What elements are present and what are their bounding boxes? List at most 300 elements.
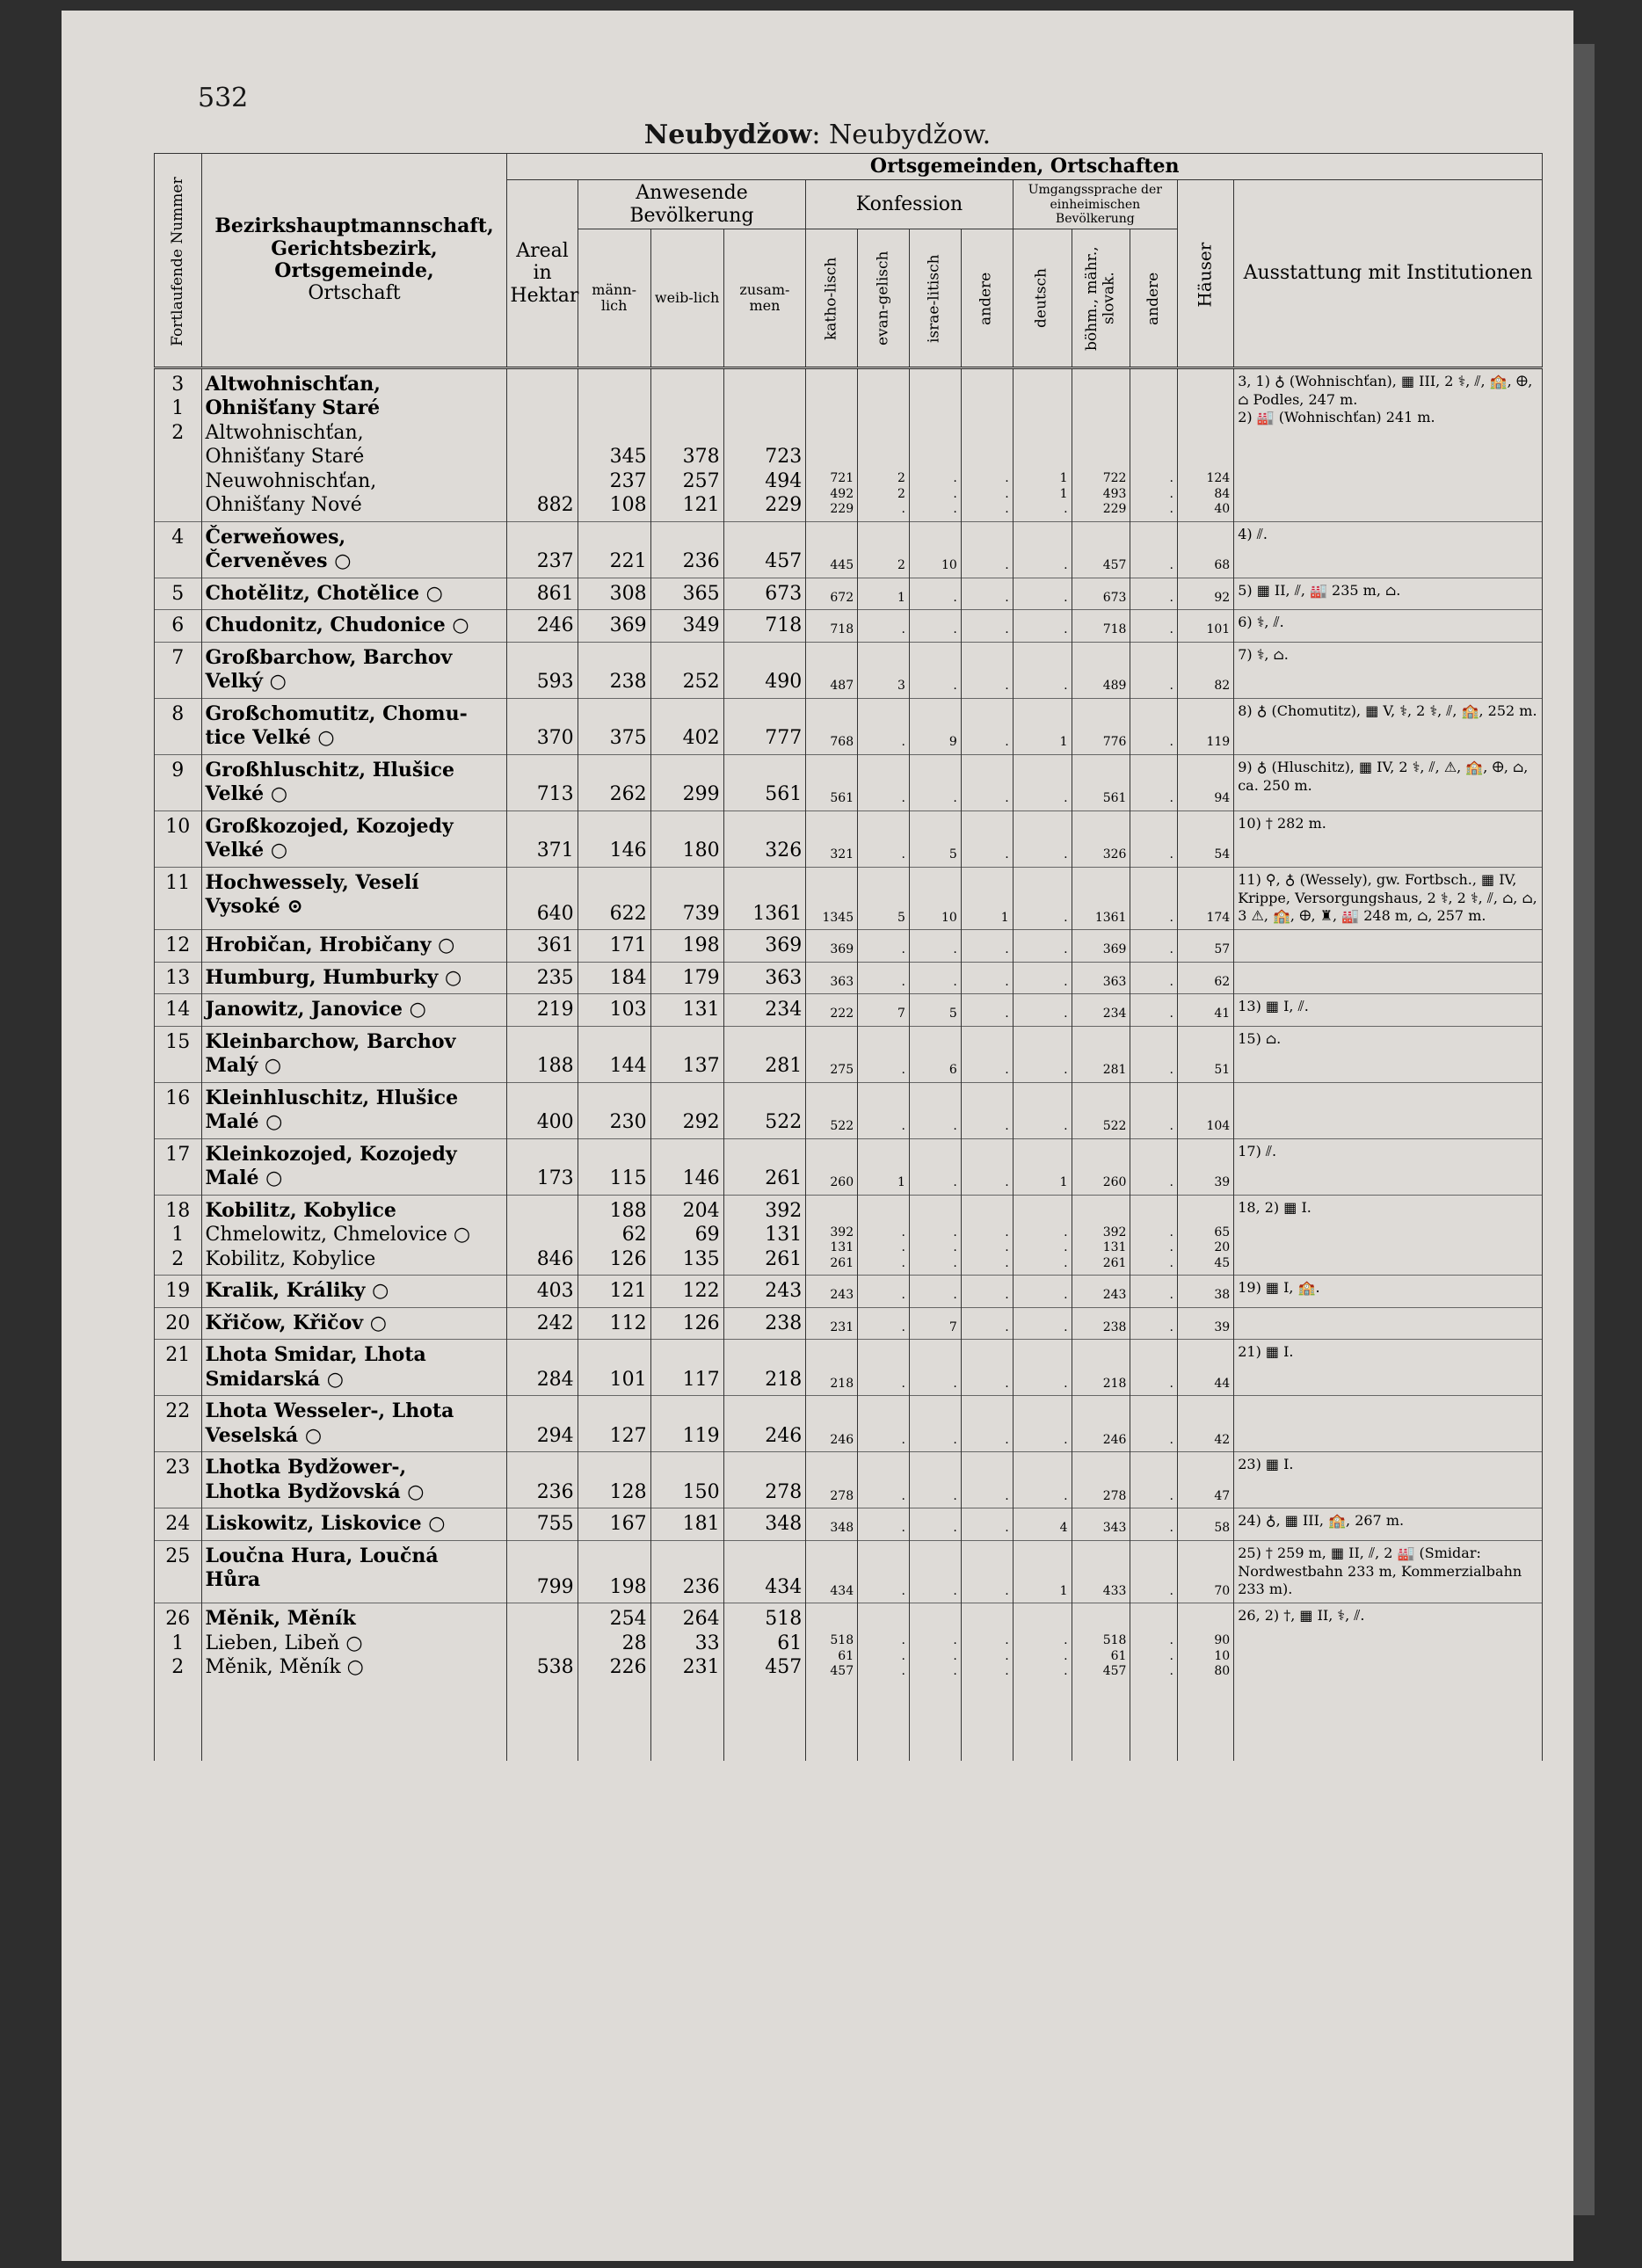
facilities-cell xyxy=(1234,521,1543,578)
other-language-cell-value: . xyxy=(1169,1288,1173,1303)
facilities-cell xyxy=(1234,1508,1543,1541)
nr-cell-value: 2 xyxy=(171,421,185,444)
houses-cell xyxy=(1177,1276,1233,1308)
name-cell xyxy=(201,642,507,698)
nr-cell-value: 1 xyxy=(171,1632,185,1654)
col-nr-header: Fortlaufende Nummer xyxy=(155,154,202,368)
evangelical-cell-value: . xyxy=(901,502,905,517)
areal-cell-value: 188 xyxy=(536,1055,574,1078)
israelite-cell-value: 9 xyxy=(948,735,957,750)
name-cell xyxy=(201,367,507,521)
bohemian-cell xyxy=(1072,521,1130,578)
areal-cell-value: 861 xyxy=(536,582,574,605)
german-cell xyxy=(1013,367,1072,521)
bohemian-cell xyxy=(1072,367,1130,521)
female-cell-value: 204 xyxy=(682,1199,720,1222)
other-religion-cell xyxy=(961,1508,1013,1541)
nr-cell xyxy=(155,1138,202,1195)
total-cell xyxy=(723,698,806,754)
evangelical-cell-value: 7 xyxy=(897,1007,905,1021)
female-cell-value: 236 xyxy=(682,1575,720,1598)
male-cell-value: 188 xyxy=(609,1199,647,1222)
facilities-cell xyxy=(1234,1603,1543,1683)
bohemian-cell-value: 489 xyxy=(1102,679,1127,694)
israelite-cell-value: . xyxy=(953,791,957,806)
male-cell xyxy=(578,1340,650,1396)
catholic-cell xyxy=(806,521,858,578)
german-cell xyxy=(1013,867,1072,929)
evangelical-cell xyxy=(858,1276,910,1308)
female-cell xyxy=(650,1340,723,1396)
bohemian-cell-value: 522 xyxy=(1102,1119,1127,1134)
male-cell-value: 62 xyxy=(621,1224,647,1247)
evangelical-cell-value: . xyxy=(901,622,905,637)
female-cell xyxy=(650,698,723,754)
houses-cell xyxy=(1177,994,1233,1027)
houses-cell-value: 68 xyxy=(1214,558,1231,573)
areal-cell-value: 370 xyxy=(536,727,574,750)
facilities-cell xyxy=(1234,994,1543,1027)
areal-cell-value: 403 xyxy=(536,1280,574,1303)
evangelical-cell xyxy=(858,962,910,994)
total-cell-value: 718 xyxy=(765,614,803,637)
nr-cell xyxy=(155,930,202,963)
male-cell xyxy=(578,754,650,811)
catholic-cell-value: 246 xyxy=(830,1432,854,1447)
bohemian-cell-value: 218 xyxy=(1102,1376,1127,1391)
evangelical-cell-value: 2 xyxy=(897,558,905,573)
bohemian-cell xyxy=(1072,994,1130,1027)
other-language-cell xyxy=(1130,1340,1178,1396)
table-row xyxy=(155,1396,1543,1452)
nr-cell xyxy=(155,1396,202,1452)
table-row xyxy=(155,1603,1543,1683)
facilities-cell xyxy=(1234,610,1543,643)
name-cell-value: Vysoké ⊙ xyxy=(205,895,303,919)
facilities-cell-value: 21) ▦ I. xyxy=(1238,1343,1294,1361)
houses-cell-value: 70 xyxy=(1214,1583,1231,1598)
evangelical-cell xyxy=(858,578,910,610)
male-cell-value: 375 xyxy=(609,727,647,750)
israelite-cell-value: . xyxy=(953,974,957,989)
name-cell-value: Veselská ○ xyxy=(205,1423,323,1447)
houses-cell-value: 20 xyxy=(1214,1240,1231,1255)
female-cell xyxy=(650,367,723,521)
israelite-cell-value: . xyxy=(953,1240,957,1255)
other-religion-cell xyxy=(961,521,1013,578)
israelite-cell-value: . xyxy=(953,1521,957,1536)
catholic-cell-value: 457 xyxy=(830,1664,854,1679)
total-cell xyxy=(723,994,806,1027)
bohemian-cell xyxy=(1072,1452,1130,1508)
col-areal-header: Areal in Hektar xyxy=(507,180,578,368)
empty-cell xyxy=(1177,1683,1233,1761)
umg-header: Umgangssprache der einheimischen Bevölkerung xyxy=(1013,180,1177,229)
israelite-cell xyxy=(909,930,961,963)
other-language-cell xyxy=(1130,367,1178,521)
german-cell xyxy=(1013,962,1072,994)
male-cell xyxy=(578,367,650,521)
german-cell xyxy=(1013,1195,1072,1276)
other-religion-cell-value: . xyxy=(1005,1319,1009,1334)
other-language-cell-value: . xyxy=(1169,486,1173,501)
name-cell-value: Altwohnischťan, xyxy=(205,372,381,396)
male-cell xyxy=(578,930,650,963)
israelite-cell xyxy=(909,1082,961,1138)
german-cell xyxy=(1013,698,1072,754)
german-cell-value: . xyxy=(1064,558,1068,573)
other-religion-cell xyxy=(961,578,1013,610)
catholic-cell-value: 348 xyxy=(830,1521,854,1536)
other-language-cell-value: . xyxy=(1169,1488,1173,1503)
areal-cell-value: 236 xyxy=(536,1480,574,1503)
israelite-cell xyxy=(909,1452,961,1508)
nr-cell xyxy=(155,1603,202,1683)
total-cell-value: 363 xyxy=(765,966,803,989)
other-religion-cell xyxy=(961,754,1013,811)
facilities-cell-value: 5) ▦ II, ⫽, 🏭 235 m, ⌂. xyxy=(1238,581,1401,599)
other-language-cell xyxy=(1130,1026,1178,1082)
name-cell-value: Lhotka Bydžower-, xyxy=(205,1456,407,1479)
other-language-cell-value: . xyxy=(1169,558,1173,573)
other-language-cell-value: . xyxy=(1169,1255,1173,1270)
bohemian-cell-value: 776 xyxy=(1102,735,1127,750)
table-row xyxy=(155,642,1543,698)
facilities-cell xyxy=(1234,642,1543,698)
nr-cell-value: 6 xyxy=(171,614,185,637)
male-cell xyxy=(578,1452,650,1508)
table-row xyxy=(155,1307,1543,1340)
facilities-cell-value: 23) ▦ I. xyxy=(1238,1456,1294,1473)
evangelical-cell xyxy=(858,521,910,578)
total-cell-value: 673 xyxy=(765,582,803,605)
male-cell-value: 226 xyxy=(609,1656,647,1679)
areal-cell-value: 846 xyxy=(536,1247,574,1270)
other-religion-cell xyxy=(961,642,1013,698)
other-religion-cell xyxy=(961,1307,1013,1340)
name-cell-value: tice Velké ○ xyxy=(205,726,335,750)
total-cell-value: 457 xyxy=(765,550,803,573)
bohemian-cell-value: 433 xyxy=(1102,1583,1127,1598)
female-cell xyxy=(650,1396,723,1452)
nr-cell-value: 3 xyxy=(171,373,185,396)
name-cell xyxy=(201,962,507,994)
facilities-cell xyxy=(1234,1082,1543,1138)
name-cell xyxy=(201,1082,507,1138)
facilities-cell-value: 9) ♁ (Hluschitz), ▦ IV, 2 ⚕, ⫽, ⚠, 🏫, 🜨, ⌂, ca. 250 m. xyxy=(1238,758,1529,794)
catholic-cell xyxy=(806,1026,858,1082)
total-cell xyxy=(723,578,806,610)
other-language-cell xyxy=(1130,754,1178,811)
evangelical-cell-value: . xyxy=(901,735,905,750)
areal-cell-value: 219 xyxy=(536,999,574,1021)
nr-cell-value: 11 xyxy=(165,871,191,894)
german-cell-value: . xyxy=(1064,942,1068,957)
catholic-cell-value: 229 xyxy=(830,502,854,517)
german-cell xyxy=(1013,1138,1072,1195)
areal-cell xyxy=(507,1138,578,1195)
areal-cell xyxy=(507,642,578,698)
german-cell-value: . xyxy=(1064,1240,1068,1255)
other-language-cell-value: . xyxy=(1169,735,1173,750)
male-cell-value: 126 xyxy=(609,1247,647,1270)
bohemian-cell xyxy=(1072,642,1130,698)
male-cell-value: 103 xyxy=(609,999,647,1021)
female-cell-value: 181 xyxy=(682,1513,720,1536)
houses-cell-value: 84 xyxy=(1214,486,1231,501)
houses-cell xyxy=(1177,1195,1233,1276)
areal-cell xyxy=(507,1396,578,1452)
houses-cell-value: 51 xyxy=(1214,1063,1231,1078)
other-religion-cell xyxy=(961,867,1013,929)
facilities-cell xyxy=(1234,930,1543,963)
bohemian-cell-value: 457 xyxy=(1102,1664,1127,1679)
bohemian-cell-value: 246 xyxy=(1102,1432,1127,1447)
empty-cell xyxy=(507,1683,578,1761)
catholic-cell xyxy=(806,1307,858,1340)
other-religion-cell-value: . xyxy=(1005,1225,1009,1239)
female-cell-value: 126 xyxy=(682,1312,720,1334)
other-language-cell-value: . xyxy=(1169,1007,1173,1021)
male-cell-value: 112 xyxy=(609,1312,647,1334)
german-cell xyxy=(1013,1508,1072,1541)
houses-cell-value: 101 xyxy=(1206,622,1231,637)
male-cell-value: 171 xyxy=(609,934,647,957)
female-cell-value: 69 xyxy=(694,1224,720,1247)
areal-cell xyxy=(507,1508,578,1541)
german-cell xyxy=(1013,754,1072,811)
other-religion-cell-value: . xyxy=(1005,679,1009,694)
male-cell xyxy=(578,811,650,867)
areal-cell xyxy=(507,1307,578,1340)
male-cell-value: 28 xyxy=(621,1632,647,1654)
israelite-cell xyxy=(909,1540,961,1603)
other-language-cell-value: . xyxy=(1169,1664,1173,1679)
total-cell-value: 218 xyxy=(765,1368,803,1391)
other-religion-cell-value: . xyxy=(1005,1007,1009,1021)
name-cell-value: Kleinhluschitz, Hlušice xyxy=(205,1086,459,1109)
houses-cell-value: 57 xyxy=(1214,942,1231,957)
name-cell-value: Großkozojed, Kozojedy xyxy=(205,814,454,838)
facilities-cell-value: 7) ⚕, ⌂. xyxy=(1238,645,1289,663)
catholic-cell-value: 672 xyxy=(830,590,854,605)
nr-cell-value: 4 xyxy=(171,526,185,549)
female-cell xyxy=(650,1138,723,1195)
catholic-cell xyxy=(806,578,858,610)
female-cell xyxy=(650,1082,723,1138)
nr-cell xyxy=(155,698,202,754)
houses-cell xyxy=(1177,1603,1233,1683)
other-religion-cell xyxy=(961,994,1013,1027)
other-religion-cell xyxy=(961,610,1013,643)
areal-cell-value: 882 xyxy=(536,494,574,517)
other-religion-cell xyxy=(961,930,1013,963)
nr-cell xyxy=(155,1082,202,1138)
israelite-cell xyxy=(909,610,961,643)
areal-cell-value: 400 xyxy=(536,1111,574,1134)
houses-cell-value: 124 xyxy=(1206,471,1231,486)
israelite-cell xyxy=(909,811,961,867)
table-row xyxy=(155,1276,1543,1308)
female-cell xyxy=(650,1195,723,1276)
german-cell-value: . xyxy=(1064,502,1068,517)
houses-cell-value: 39 xyxy=(1214,1319,1231,1334)
nr-cell-value: 18 xyxy=(165,1199,191,1222)
name-cell-value: Kobilitz, Kobylice xyxy=(205,1198,396,1222)
evangelical-cell xyxy=(858,754,910,811)
houses-cell-value: 90 xyxy=(1214,1633,1231,1648)
evangelical-cell xyxy=(858,1603,910,1683)
houses-cell-value: 94 xyxy=(1214,791,1231,806)
evangelical-cell-value: 3 xyxy=(897,679,905,694)
male-cell xyxy=(578,1082,650,1138)
evangelical-cell xyxy=(858,1540,910,1603)
other-religion-cell-value: . xyxy=(1005,942,1009,957)
group-header: Ortsgemeinden, Ortschaften xyxy=(507,154,1543,180)
israelite-cell-value: 5 xyxy=(948,1007,957,1021)
israelite-cell xyxy=(909,1195,961,1276)
evangelical-cell xyxy=(858,610,910,643)
catholic-cell xyxy=(806,1276,858,1308)
areal-cell xyxy=(507,1452,578,1508)
total-cell xyxy=(723,1452,806,1508)
areal-cell xyxy=(507,1603,578,1683)
total-cell-value: 522 xyxy=(765,1111,803,1134)
other-religion-cell-value: . xyxy=(1005,1063,1009,1078)
houses-cell-value: 104 xyxy=(1206,1119,1231,1134)
catholic-cell xyxy=(806,1340,858,1396)
catholic-cell-value: 260 xyxy=(830,1175,854,1190)
catholic-cell-value: 721 xyxy=(830,471,854,486)
nr-cell xyxy=(155,367,202,521)
total-cell xyxy=(723,1340,806,1396)
name-cell-value: Loučna Hura, Loučná xyxy=(205,1544,439,1567)
houses-cell xyxy=(1177,962,1233,994)
female-cell-value: 236 xyxy=(682,550,720,573)
statistics-table xyxy=(154,153,1543,1761)
catholic-cell xyxy=(806,811,858,867)
catholic-cell-value: 218 xyxy=(830,1376,854,1391)
nr-cell xyxy=(155,1340,202,1396)
male-cell xyxy=(578,962,650,994)
bohemian-cell xyxy=(1072,610,1130,643)
catholic-cell-value: 131 xyxy=(830,1240,854,1255)
nr-cell-value: 5 xyxy=(171,582,185,605)
female-cell-value: 264 xyxy=(682,1608,720,1631)
catholic-cell xyxy=(806,1540,858,1603)
israelite-cell xyxy=(909,1026,961,1082)
areal-cell xyxy=(507,1340,578,1396)
female-cell-value: 119 xyxy=(682,1424,720,1447)
male-cell xyxy=(578,578,650,610)
other-religion-cell-value: . xyxy=(1005,1648,1009,1663)
catholic-cell xyxy=(806,754,858,811)
total-cell-value: 326 xyxy=(765,840,803,862)
catholic-cell-value: 278 xyxy=(830,1488,854,1503)
facilities-cell xyxy=(1234,1307,1543,1340)
nr-cell-value: 1 xyxy=(171,397,185,420)
female-cell-value: 378 xyxy=(682,446,720,469)
bohemian-cell-value: 392 xyxy=(1102,1225,1127,1239)
bohemian-cell xyxy=(1072,1195,1130,1276)
other-religion-cell xyxy=(961,367,1013,521)
evangelical-cell xyxy=(858,1026,910,1082)
female-cell-value: 198 xyxy=(682,934,720,957)
book-edge xyxy=(1573,44,1595,2215)
german-cell-value: . xyxy=(1064,679,1068,694)
female-cell-value: 131 xyxy=(682,999,720,1021)
german-cell xyxy=(1013,1540,1072,1603)
nr-cell-value: 22 xyxy=(165,1400,191,1423)
female-cell xyxy=(650,1307,723,1340)
evangelical-cell-value: . xyxy=(901,1648,905,1663)
male-cell-value: 108 xyxy=(609,494,647,517)
name-cell-value: Lhota Smidar, Lhota xyxy=(205,1343,426,1367)
houses-cell xyxy=(1177,1082,1233,1138)
evangelical-cell xyxy=(858,1452,910,1508)
male-cell-value: 345 xyxy=(609,446,647,469)
name-cell-value: Malé ○ xyxy=(205,1110,283,1134)
evangelical-cell-value: 1 xyxy=(897,590,905,605)
bohemian-cell xyxy=(1072,1082,1130,1138)
other-religion-cell xyxy=(961,1138,1013,1195)
israelite-cell-value: . xyxy=(953,1119,957,1134)
name-cell xyxy=(201,1026,507,1082)
facilities-cell xyxy=(1234,1276,1543,1308)
total-cell xyxy=(723,1026,806,1082)
female-cell-value: 122 xyxy=(682,1280,720,1303)
german-cell xyxy=(1013,1603,1072,1683)
other-language-cell-value: . xyxy=(1169,1119,1173,1134)
total-cell xyxy=(723,642,806,698)
male-cell xyxy=(578,1026,650,1082)
female-cell xyxy=(650,867,723,929)
bohemian-cell xyxy=(1072,962,1130,994)
areal-cell-value: 173 xyxy=(536,1167,574,1190)
german-cell-value: . xyxy=(1064,1488,1068,1503)
evangelical-cell-value: . xyxy=(901,1319,905,1334)
catholic-cell-value: 768 xyxy=(830,735,854,750)
catholic-cell-value: 487 xyxy=(830,679,854,694)
other-language-cell-value: . xyxy=(1169,679,1173,694)
other-religion-cell-value: . xyxy=(1005,502,1009,517)
male-cell xyxy=(578,1508,650,1541)
evangelical-cell-value: . xyxy=(901,1119,905,1134)
nr-cell xyxy=(155,642,202,698)
male-cell xyxy=(578,1540,650,1603)
areal-cell-value: 284 xyxy=(536,1368,574,1391)
evangelical-cell-value: 5 xyxy=(897,910,905,925)
name-cell-value: Červeněves ○ xyxy=(205,549,352,573)
bohemian-cell-value: 1361 xyxy=(1094,910,1127,925)
nr-cell-value: 2 xyxy=(171,1247,185,1270)
other-language-cell xyxy=(1130,642,1178,698)
bohemian-cell-value: 493 xyxy=(1102,486,1127,501)
israelite-cell-value: . xyxy=(953,679,957,694)
name-cell-value: Smidarská ○ xyxy=(205,1367,345,1391)
german-cell-value: . xyxy=(1064,910,1068,925)
bohemian-cell xyxy=(1072,930,1130,963)
israelite-cell-value: . xyxy=(953,471,957,486)
male-cell-value: 254 xyxy=(609,1608,647,1631)
female-cell-value: 365 xyxy=(682,582,720,605)
german-cell-value: . xyxy=(1064,847,1068,862)
empty-cell xyxy=(1234,1683,1543,1761)
page-title xyxy=(62,120,1573,150)
houses-cell-value: 45 xyxy=(1214,1255,1231,1270)
other-religion-cell-value: . xyxy=(1005,1119,1009,1134)
other-language-cell-value: . xyxy=(1169,1225,1173,1239)
